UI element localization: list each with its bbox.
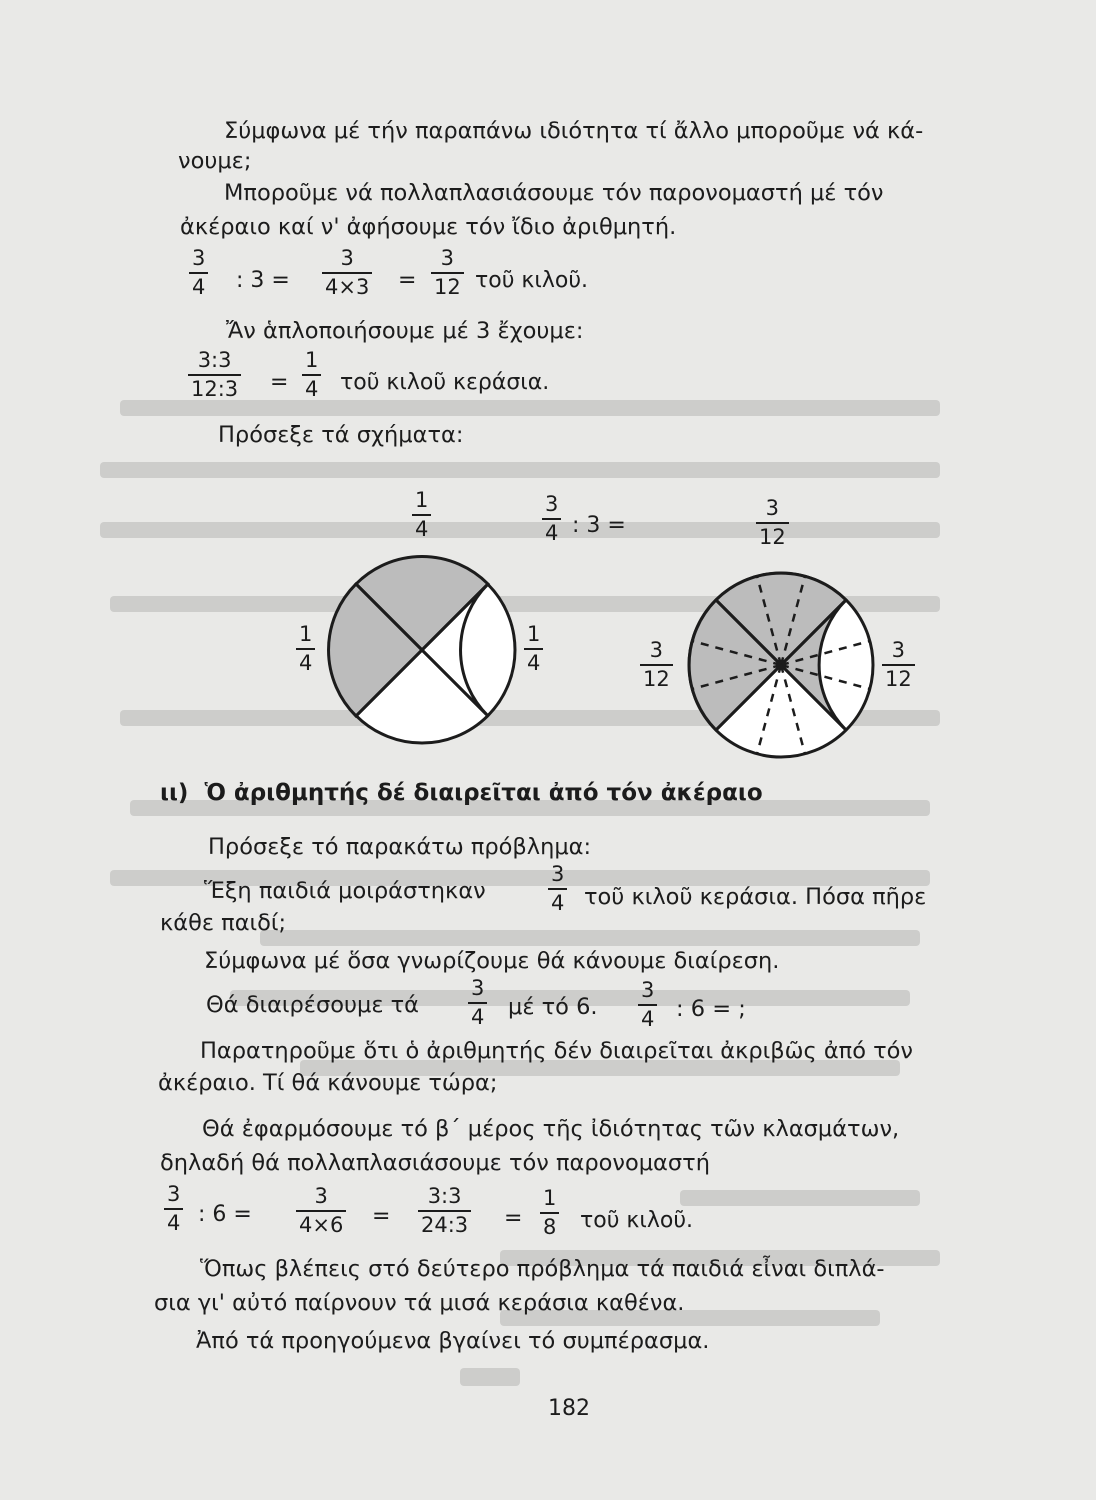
eq3-divide-op: : 6 =	[198, 1202, 252, 1227]
paragraph-1-line-2: νουμε;	[178, 148, 252, 174]
paragraph-8-b: μέ τό 6.	[508, 994, 598, 1020]
fig-left-right-fraction: $\frac{1}{4}$	[524, 624, 543, 674]
fig-right-top-fraction-a: $\frac{3}{4}$	[542, 494, 561, 544]
paragraph-2-line-2: ἀκέραιο καί ν' ἀφήσουμε τόν ἴδιο ἀριθμητή.	[180, 214, 677, 240]
eq2-equals: =	[270, 370, 289, 395]
page-number: 182	[548, 1396, 590, 1421]
eq3-fraction-a: $\frac{3}{4}$	[164, 1184, 183, 1234]
paragraph-4: Πρόσεξε τά σχήματα:	[218, 422, 464, 448]
eq2-tail: τοῦ κιλοῦ κεράσια.	[340, 370, 550, 395]
paragraph-8-a: Θά διαιρέσουμε τά	[206, 992, 420, 1018]
eq2-fraction-a: $\frac{3:3}{12:3}$	[188, 350, 241, 400]
paragraph-6-line-1b: τοῦ κιλοῦ κεράσια. Πόσα πῆρε	[584, 884, 927, 910]
eq1-fraction-c: $\frac{3}{12}$	[431, 248, 464, 298]
paragraph-8-fraction-1: $\frac{3}{4}$	[468, 978, 487, 1028]
section-heading-ii	[160, 782, 763, 805]
paragraph-6-line-2: κάθε παιδί;	[160, 910, 287, 936]
section-heading-text: Ὁ ἀριθμητής δέ διαιρεῖται ἀπό τόν ἀκέραιο	[204, 780, 763, 806]
paragraph-6-fraction: $\frac{3}{4}$	[548, 864, 567, 914]
section-marker: ιι)	[160, 780, 189, 806]
paragraph-11-line-1: Ὅπως βλέπεις στό δεύτερο πρόβλημα τά παιδιά εἶναι διπλά-	[200, 1256, 885, 1282]
eq2-fraction-b: $\frac{1}{4}$	[302, 350, 321, 400]
paragraph-6-line-1a: Ἕξη παιδιά μοιράστηκαν	[204, 878, 486, 904]
fig-right-left-fraction: $\frac{3}{12}$	[640, 640, 673, 690]
paragraph-9-line-1: Παρατηροῦμε ὅτι ὁ ἀριθμητής δέν διαιρεῖται ἀκριβῶς ἀπό τόν	[200, 1038, 913, 1064]
eq3-fraction-d: $\frac{1}{8}$	[540, 1188, 559, 1238]
paragraph-5: Πρόσεξε τό παρακάτω πρόβλημα:	[208, 834, 592, 860]
eq1-fraction-b: $\frac{3}{4\times 3}$	[322, 248, 372, 298]
paragraph-12: Ἀπό τά προηγούμενα βγαίνει τό συμπέρασμα.	[196, 1328, 710, 1354]
paragraph-3: Ἄν ἁπλοποιήσουμε μέ 3 ἔχουμε:	[226, 318, 584, 344]
pie-chart-twelfths-icon	[689, 573, 873, 757]
eq1-divide-op: : 3 =	[236, 268, 290, 293]
eq1-fraction-a: $\frac{3}{4}$	[189, 248, 208, 298]
paragraph-10-line-1: Θά ἐφαρμόσουμε τό β΄ μέρος τῆς ἰδιότητας τῶν κλασμάτων,	[202, 1116, 900, 1142]
fig-left-top-fraction: $\frac{1}{4}$	[412, 490, 431, 540]
paragraph-11-line-2: σια γι' αὐτό παίρνουν τά μισά κεράσια καθένα.	[154, 1290, 685, 1316]
fig-right-top-fraction-b: $\frac{3}{12}$	[756, 498, 789, 548]
paragraph-7: Σύμφωνα μέ ὅσα γνωρίζουμε θά κάνουμε διαίρεση.	[204, 948, 780, 974]
fig-right-top-op: : 3 =	[572, 513, 626, 538]
eq3-fraction-b: $\frac{3}{4\times 6}$	[296, 1186, 346, 1236]
paragraph-8-fraction-2: $\frac{3}{4}$	[638, 980, 657, 1030]
eq3-equals-2: =	[504, 1206, 523, 1231]
paragraph-2-line-1: Μποροῦμε νά πολλαπλασιάσουμε τόν παρονομαστή μέ τόν	[224, 180, 884, 206]
paragraph-8-c: : 6 = ;	[676, 996, 746, 1022]
paragraph-10-line-2: δηλαδή θά πολλαπλασιάσουμε τόν παρονομαστή	[160, 1150, 710, 1176]
paragraph-1-line-1: Σύμφωνα μέ τήν παραπάνω ιδιότητα τί ἄλλο μποροῦμε νά κά-	[224, 118, 924, 144]
fig-right-right-fraction: $\frac{3}{12}$	[882, 640, 915, 690]
fig-left-left-fraction: $\frac{1}{4}$	[296, 624, 315, 674]
eq3-equals-1: =	[372, 1204, 391, 1229]
eq1-tail: τοῦ κιλοῦ.	[475, 268, 589, 293]
eq3-tail: τοῦ κιλοῦ.	[580, 1208, 694, 1233]
eq1-equals: =	[398, 268, 417, 293]
eq3-fraction-c: $\frac{3:3}{24:3}$	[418, 1186, 471, 1236]
pie-chart-quarters-icon	[329, 557, 515, 743]
paragraph-9-line-2: ἀκέραιο. Τί θά κάνουμε τώρα;	[158, 1070, 498, 1096]
